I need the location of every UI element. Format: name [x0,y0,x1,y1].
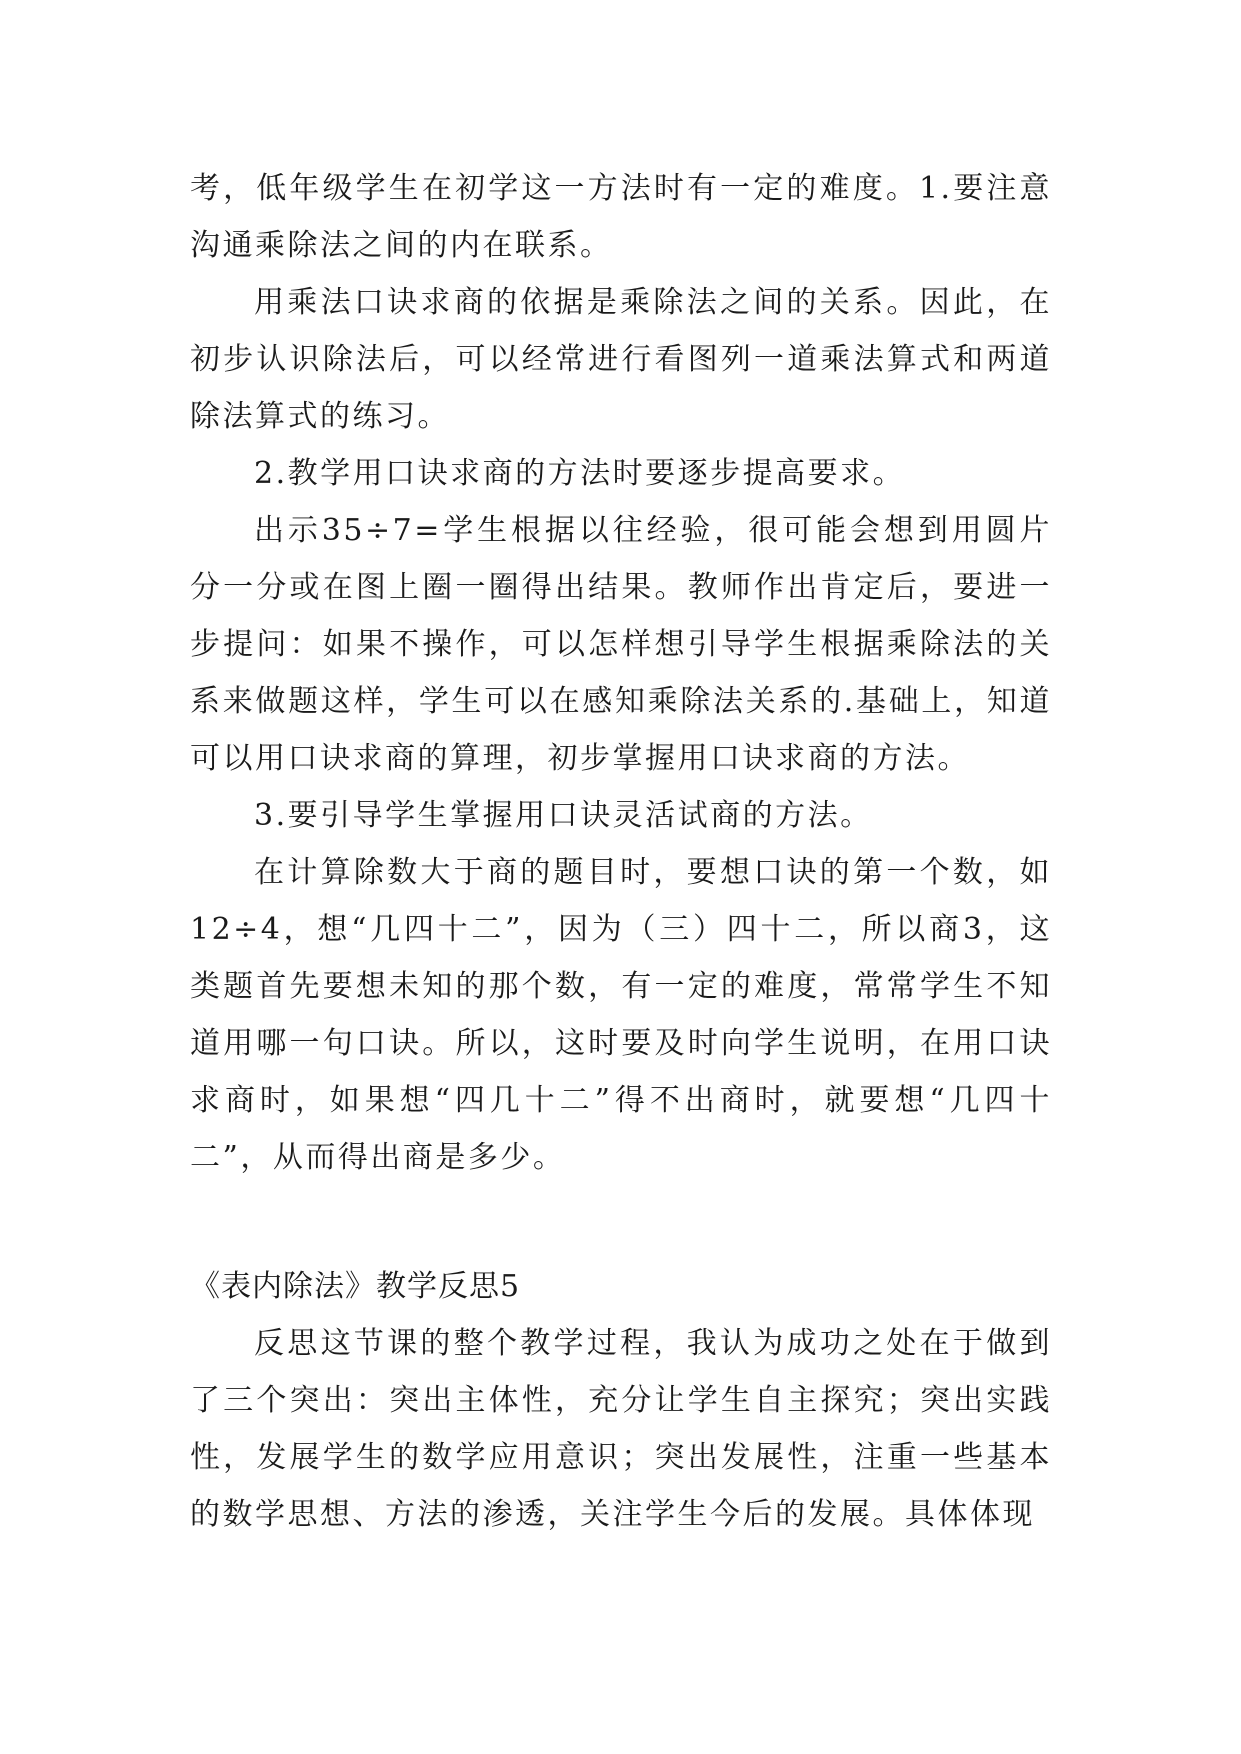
paragraph-reflection: 反思这节课的整个教学过程，我认为成功之处在于做到了三个突出：突出主体性，充分让学生自主探究；突出实践性，发展学生的数学应用意识；突出发展性，注重一些基本的数学思想、方法的渗透，关注学生今后的发展。具体体现 [190,1326,1052,1532]
paragraph-continuation: 考，低年级学生在初学这一方法时有一定的难度。1.要注意沟通乘除法之间的内在联系。 [190,171,1052,263]
paragraph-point-3: 3.要引导学生掌握用口诀灵活试商的方法。 [254,798,873,833]
paragraph-point-2: 2.教学用口诀求商的方法时要逐步提高要求。 [254,456,906,491]
document-body [190,160,1052,1543]
section-title: 《表内除法》教学反思5 [190,1269,521,1304]
paragraph-example-12-div-4: 在计算除数大于商的题目时，要想口诀的第一个数，如12÷4，想“几四十二”，因为（三）四十二，所以商3，这类题首先要想未知的那个数，有一定的难度，常常学生不知道用哪一句口诀。所以，这时要及时向学生说明，在用口诀求商时，如果想“四几十二”得不出商时，就要想“几四十二”，从而得出商是多少。 [190,855,1052,1175]
paragraph-example-35-div-7: 出示35÷7=学生根据以往经验，很可能会想到用圆片分一分或在图上圈一圈得出结果。教师作出肯定后，要进一步提问：如果不操作，可以怎样想引导学生根据乘除法的关系来做题这样，学生可以在感知乘除法关系的.基础上，知道可以用口诀求商的算理，初步掌握用口诀求商的方法。 [190,513,1052,776]
paragraph-multiplication-basis: 用乘法口诀求商的依据是乘除法之间的关系。因此，在初步认识除法后，可以经常进行看图列一道乘法算式和两道除法算式的练习。 [190,285,1052,434]
